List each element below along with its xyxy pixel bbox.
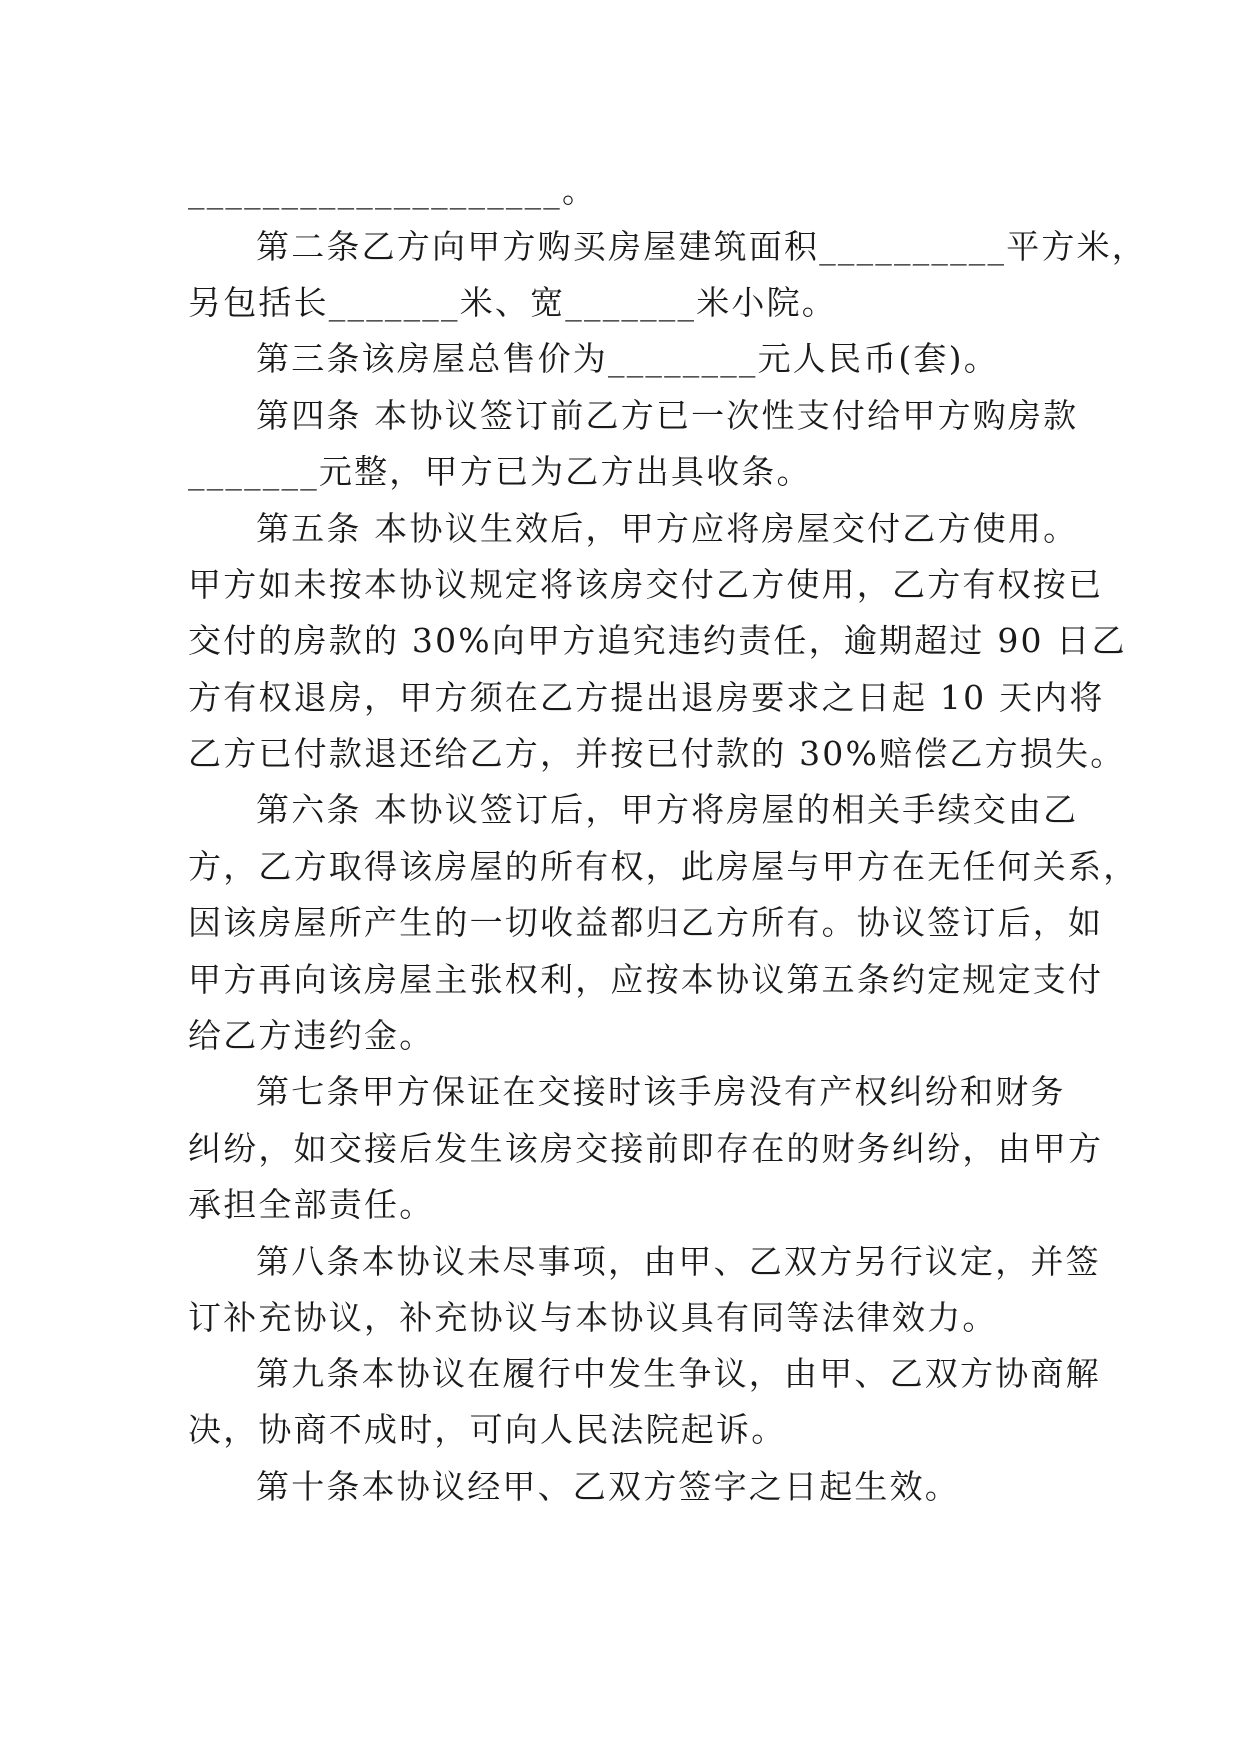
text-line-article-3: 第三条该房屋总售价为________元人民币(套)。 xyxy=(256,339,999,378)
text-line-article-6: 第六条 本协议签订后，甲方将房屋的相关手续交由乙 xyxy=(256,790,1079,829)
text-line-article-5: 第五条 本协议生效后，甲方应将房屋交付乙方使用。 xyxy=(256,509,1079,548)
text-line: _______元整，甲方已为乙方出具收条。 xyxy=(188,452,812,491)
text-line: 乙方已付款退还给乙方，并按已付款的 30%赔偿乙方损失。 xyxy=(188,734,1126,773)
text-line: 承担全部责任。 xyxy=(188,1185,435,1224)
text-line: 方有权退房，甲方须在乙方提出退房要求之日起 10 天内将 xyxy=(188,678,1105,717)
text-line: 决，协商不成时，可向人民法院起诉。 xyxy=(188,1410,787,1449)
text-line: 订补充协议，补充协议与本协议具有同等法律效力。 xyxy=(188,1298,998,1337)
text-line: 另包括长_______米、宽_______米小院。 xyxy=(188,283,837,322)
text-line-article-10: 第十条本协议经甲、乙双方签字之日起生效。 xyxy=(256,1467,960,1506)
text-line-article-7: 第七条甲方保证在交接时该手房没有产权纠纷和财务 xyxy=(256,1072,1066,1111)
text-line: 纠纷，如交接后发生该房交接前即存在的财务纠纷，由甲方 xyxy=(188,1129,1104,1168)
text-line-article-9: 第九条本协议在履行中发生争议，由甲、乙双方协商解 xyxy=(256,1354,1101,1393)
text-line-article-8: 第八条本协议未尽事项，由甲、乙双方另行议定，并签 xyxy=(256,1242,1101,1281)
text-line: 甲方如未按本协议规定将该房交付乙方使用，乙方有权按已 xyxy=(188,565,1104,604)
text-line: 甲方再向该房屋主张权利，应按本协议第五条约定规定支付 xyxy=(188,960,1104,999)
text-line: 因该房屋所产生的一切收益都归乙方所有。协议签订后，如 xyxy=(188,903,1104,942)
text-line-article-4: 第四条 本协议签订前乙方已一次性支付给甲方购房款 xyxy=(256,396,1079,435)
text-line: 方，乙方取得该房屋的所有权，此房屋与甲方在无任何关系， xyxy=(188,847,1139,886)
text-line-article-2: 第二条乙方向甲方购买房屋建筑面积__________平方米， xyxy=(256,227,1147,266)
text-line: 交付的房款的 30%向甲方追究违约责任，逾期超过 90 日乙 xyxy=(188,621,1127,660)
text-line: 给乙方违约金。 xyxy=(188,1016,435,1055)
text-line-blank-continuation: ____________________。 xyxy=(188,171,598,210)
